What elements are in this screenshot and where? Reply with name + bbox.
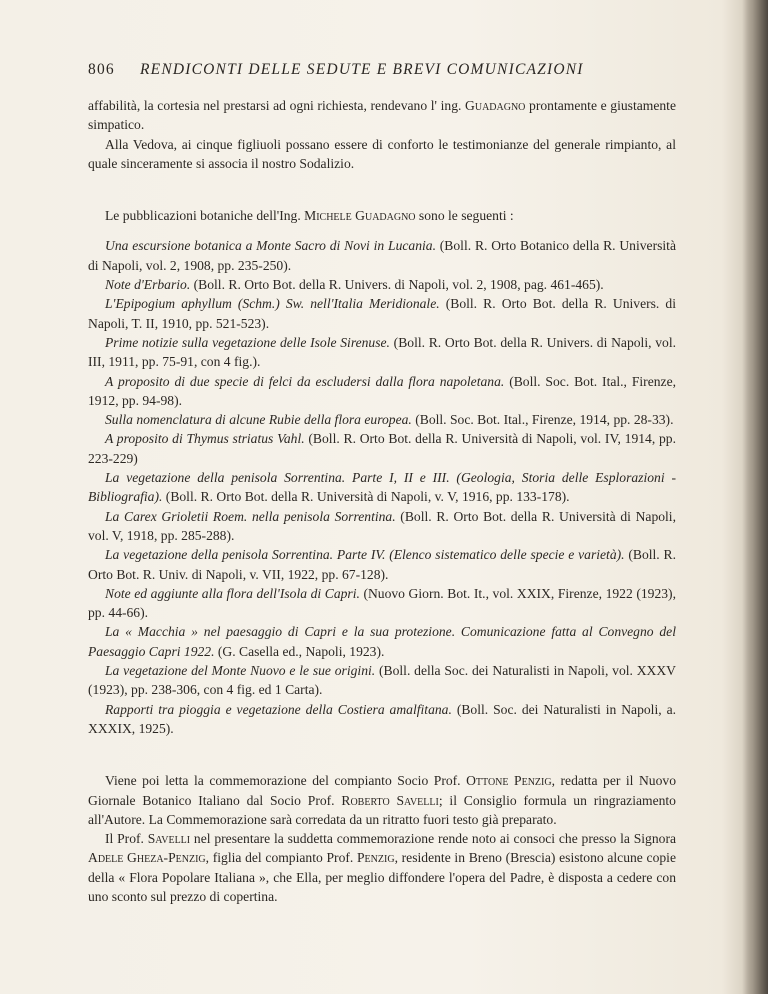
intro-paragraph-1 bbox=[88, 96, 676, 135]
publication-title: La « Macchia » nel paesaggio di Capri e la sua protezione. Comunicazione fatta al Convegno del Paesaggio Capri 1922. bbox=[88, 624, 676, 659]
intro-paragraph-2: Alla Vedova, ai cinque figliuoli possano essere di conforto le testimonianze del generale rimpianto, al quale sinceramente si associa il nostro Sodalizio. bbox=[88, 136, 676, 171]
closing-text: , redatta per il Nuovo Giornale Botanico Italiano dal Socio Prof. bbox=[88, 773, 676, 808]
publication-title: Una escursione botanica a Monte Sacro di Novi in Lucania. bbox=[105, 238, 436, 254]
publication-title: A proposito di Thymus striatus Vahl. bbox=[105, 431, 305, 447]
person-name: Guadagno bbox=[465, 98, 526, 113]
person-name: Penzig bbox=[357, 850, 395, 866]
publication-reference: (Boll. R. Orto Bot. R. Univ. di Napoli, v. VII, 1922, pp. 67-128). bbox=[88, 547, 676, 582]
publications-intro-tail: sono le seguenti : bbox=[415, 208, 514, 224]
closing-text: , residente in Breno (Brescia) esistono alcune copie della « Flora Popolare Italiana », che Ella, per meglio diffondere l'opera del Padre, è disposta a cedere con uno sconto sul prezzo di copertina. bbox=[88, 850, 676, 904]
closing-text: nel presentare la suddetta commemorazione rende noto ai consoci che presso la Signora bbox=[190, 831, 677, 847]
publication-title: Prime notizie sulla vegetazione delle Isole Sirenuse. bbox=[105, 334, 390, 350]
running-header bbox=[88, 61, 688, 79]
publication-reference: (Boll. R. Orto Bot. della R. Univers. di Napoli, vol. 2, 1908, pag. 461-465). bbox=[190, 277, 604, 293]
publication-entry bbox=[88, 372, 676, 411]
publication-entry bbox=[88, 429, 676, 468]
publication-reference: (Boll. R. Orto Botanico della R. Università di Napoli, vol. 2, 1908, pp. 235-250). bbox=[88, 238, 676, 273]
publication-entry bbox=[88, 700, 676, 739]
person-name: Savelli bbox=[147, 831, 191, 847]
publication-reference: (Boll. Soc. Bot. Ital., Firenze, 1914, pp. 28-33). bbox=[411, 412, 674, 428]
book-spine-shadow bbox=[742, 0, 768, 994]
publication-reference: (Boll. della Soc. dei Naturalisti in Napoli, vol. XXXV (1923), pp. 238-306, con 4 fig. ed 1 Carta). bbox=[88, 663, 676, 698]
publication-reference: (Boll. R. Orto Bot. della R. Università di Napoli, v. V, 1916, pp. 133-178). bbox=[162, 489, 570, 505]
intro-text-tail: prontamente e giustamente simpatico. bbox=[88, 98, 676, 133]
publication-title: Sulla nomenclatura di alcune Rubie della flora europea. bbox=[105, 412, 412, 428]
publication-entry bbox=[88, 410, 676, 429]
publication-reference: (G. Casella ed., Napoli, 1923). bbox=[214, 643, 385, 659]
page-body bbox=[88, 96, 676, 906]
publication-reference: (Boll. Soc. dei Naturalisti in Napoli, a. XXXIX, 1925). bbox=[88, 701, 677, 736]
publication-entry bbox=[88, 584, 676, 623]
closing-paragraph-1 bbox=[88, 771, 676, 829]
publication-title: La vegetazione del Monte Nuovo e le sue origini. bbox=[105, 663, 376, 679]
closing-text: , figlia del compianto Prof. bbox=[205, 850, 357, 866]
publication-entry bbox=[88, 236, 676, 275]
intro-text: affabilità, la cortesia nel prestarsi ad ogni richiesta, rendevano l' ing. bbox=[88, 98, 466, 113]
publication-entry bbox=[88, 275, 676, 294]
person-name: Ottone Penzig bbox=[466, 773, 552, 789]
publication-title: La vegetazione della penisola Sorrentina. Parte IV. (Elenco sistematico delle specie e varietà). bbox=[105, 547, 625, 563]
publication-entry bbox=[88, 661, 676, 700]
publication-title: Rapporti tra pioggia e vegetazione della Costiera amalfitana. bbox=[105, 701, 452, 717]
closing-text: Il Prof. bbox=[105, 831, 148, 847]
closing-text: ; il Consiglio formula un ringraziamento all'Autore. La Commemorazione sarà corredata da un ritratto fuori testo già preparato. bbox=[88, 792, 676, 827]
running-title: RENDICONTI DELLE SEDUTE E BREVI COMUNICAZIONI bbox=[140, 61, 584, 78]
publication-title: La Carex Grioletii Roem. nella penisola Sorrentina. bbox=[105, 508, 396, 524]
publication-reference: (Boll. Soc. Bot. Ital., Firenze, 1912, pp. 94-98). bbox=[88, 373, 677, 408]
publication-reference: (Boll. R. Orto Bot. della R. Università di Napoli, vol. IV, 1914, pp. 223-229) bbox=[88, 431, 676, 466]
publication-reference: (Boll. R. Orto Bot. della R. Univers. di Napoli, T. II, 1910, pp. 521-523). bbox=[88, 296, 676, 331]
person-name: Roberto Savelli bbox=[341, 792, 439, 808]
publication-title: A proposito di due specie di felci da escludersi dalla flora napoletana. bbox=[105, 373, 505, 389]
page-number: 806 bbox=[88, 61, 115, 78]
closing-paragraph-2 bbox=[88, 829, 676, 906]
publication-entry bbox=[88, 507, 676, 546]
section-gap bbox=[88, 225, 676, 236]
publications-intro bbox=[88, 206, 676, 225]
section-gap bbox=[88, 173, 676, 206]
publication-entry bbox=[88, 333, 676, 372]
publication-reference: (Boll. R. Orto Bot. della R. Univers. di Napoli, vol. III, 1911, pp. 75-91, con 4 fig.). bbox=[88, 334, 676, 370]
author-name: Michele Guadagno bbox=[304, 208, 416, 224]
publication-title: La vegetazione della penisola Sorrentina. Parte I, II e III. (Geologia, Storia delle Esplorazioni - Bibliografia). bbox=[88, 470, 676, 505]
publication-title: Note ed aggiunte alla flora dell'Isola di Capri. bbox=[105, 585, 360, 601]
publication-title: L'Epipogium aphyllum (Schm.) Sw. nell'Italia Meridionale. bbox=[105, 296, 440, 312]
person-name: Adele Gheza-Penzig bbox=[88, 850, 206, 866]
publication-entry bbox=[88, 294, 676, 333]
publications-intro-text: Le pubblicazioni botaniche dell'Ing. bbox=[105, 208, 305, 224]
publication-entry bbox=[88, 622, 676, 661]
section-gap bbox=[88, 738, 676, 771]
publication-reference: (Boll. R. Orto Bot. della R. Università di Napoli, vol. V, 1918, pp. 285-288). bbox=[88, 508, 676, 543]
publication-reference: (Nuovo Giorn. Bot. It., vol. XXIX, Firenze, 1922 (1923), pp. 44-66). bbox=[88, 585, 676, 621]
publication-entry bbox=[88, 545, 676, 584]
publication-entry bbox=[88, 468, 676, 507]
closing-text: Viene poi letta la commemorazione del compianto Socio Prof. bbox=[105, 773, 467, 789]
publication-title: Note d'Erbario. bbox=[105, 277, 191, 293]
publications-list bbox=[88, 236, 676, 738]
